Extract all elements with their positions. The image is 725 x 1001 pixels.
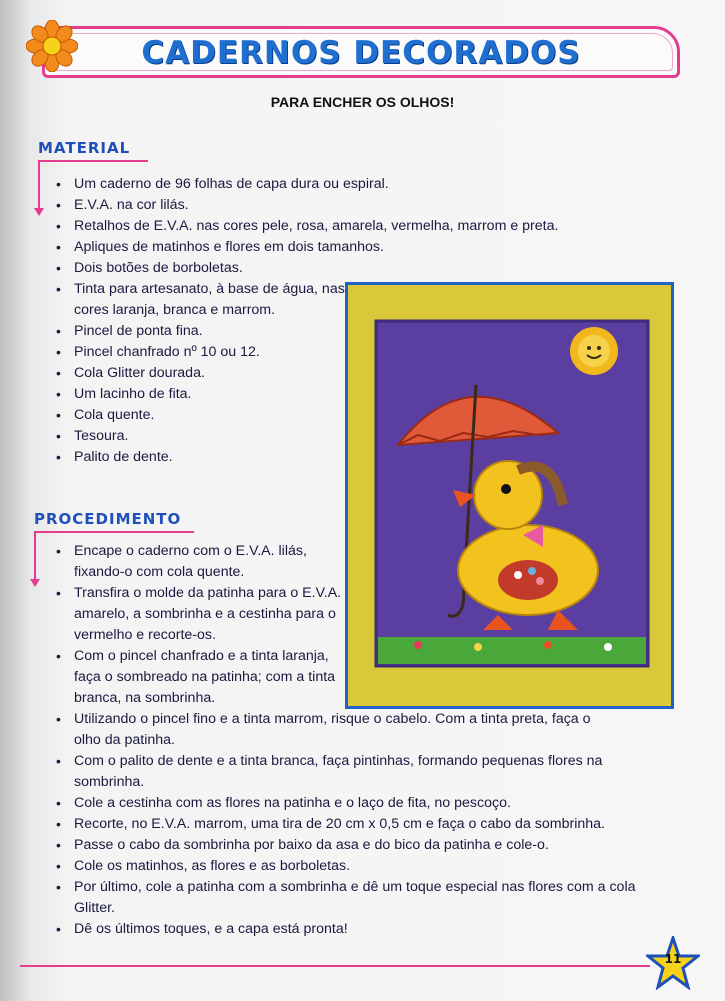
material-arrow-line [38,160,40,210]
list-item: • Cole os matinhos, as flores e as borboletas. [54,856,684,877]
list-item: • Apliques de matinhos e flores em dois tamanhos. [54,237,474,258]
list-item: • Tinta para artesanato, à base de água, nas cores laranja, branca e marrom. [54,279,346,321]
material-list [54,174,559,468]
list-item: • Um lacinho de fita. [54,384,344,405]
material-heading: MATERIAL [38,139,131,157]
page-number: 11 [664,952,682,966]
material-arrow-icon [34,208,44,216]
list-item: • Palito de dente. [54,447,344,468]
procedimento-arrow-line [34,531,36,581]
list-item: • Um caderno de 96 folhas de capa dura ou espiral. [54,174,454,195]
list-item: • Por último, cole a patinha com a sombrinha e dê um toque especial nas flores com a cola Glitter. [54,877,674,919]
procedimento-arrow-icon [30,579,40,587]
notebook-illustration [348,285,671,706]
list-item: • E.V.A. na cor lilás. [54,195,344,216]
title-banner [42,26,680,78]
procedimento-heading: PROCEDIMENTO [34,510,182,528]
list-item: • Pincel chanfrado nº 10 ou 12. [54,342,344,363]
list-item: • Recorte, no E.V.A. marrom, uma tira de 20 cm x 0,5 cm e faça o cabo da sombrinha. [54,814,684,835]
list-item: • Pincel de ponta fina. [54,321,344,342]
list-item: • Tesoura. [54,426,344,447]
procedimento-underline [34,531,194,533]
list-item: • Encape o caderno com o E.V.A. lilás, fixando-o com cola quente. [54,541,338,583]
list-item: • Passe o cabo da sombrinha por baixo da asa e do bico da patinha e cole-o. [54,835,684,856]
notebook-photo [345,282,674,709]
page-subtitle: PARA ENCHER OS OLHOS! [270,94,455,110]
sun-icon [570,327,618,375]
list-item: • Transfira o molde da patinha para o E.V.A. amarelo, a sombrinha e a cestinha para o vermelho e recorte-os. [54,583,342,646]
list-item: • Dê os últimos toques, e a capa está pronta! [54,919,674,940]
page-title: CADERNOS DECORADOS [141,35,581,71]
list-item: • Com o palito de dente e a tinta branca, faça pintinhas, formando pequenas flores na sombrinha. [54,751,674,793]
list-item: • Utilizando o pincel fino e a tinta marrom, risque o cabelo. Com a tinta preta, faça o olho da patinha. [54,709,594,751]
list-item: • Cole a cestinha com as flores na patinha e o laço de fita, no pescoço. [54,793,674,814]
list-item: • Retalhos de E.V.A. nas cores pele, rosa, amarela, vermelha, marrom e preta. [54,216,674,237]
list-item: • Dois botões de borboletas. [54,258,344,279]
list-item: • Cola quente. [54,405,344,426]
list-item: • Com o pincel chanfrado e a tinta laranja, faça o sombreado na patinha; com a tinta branca, na sombrinha. [54,646,342,709]
flower-icon [26,20,78,72]
material-underline [38,160,148,162]
list-item: • Cola Glitter dourada. [54,363,344,384]
footer-line [20,965,650,967]
